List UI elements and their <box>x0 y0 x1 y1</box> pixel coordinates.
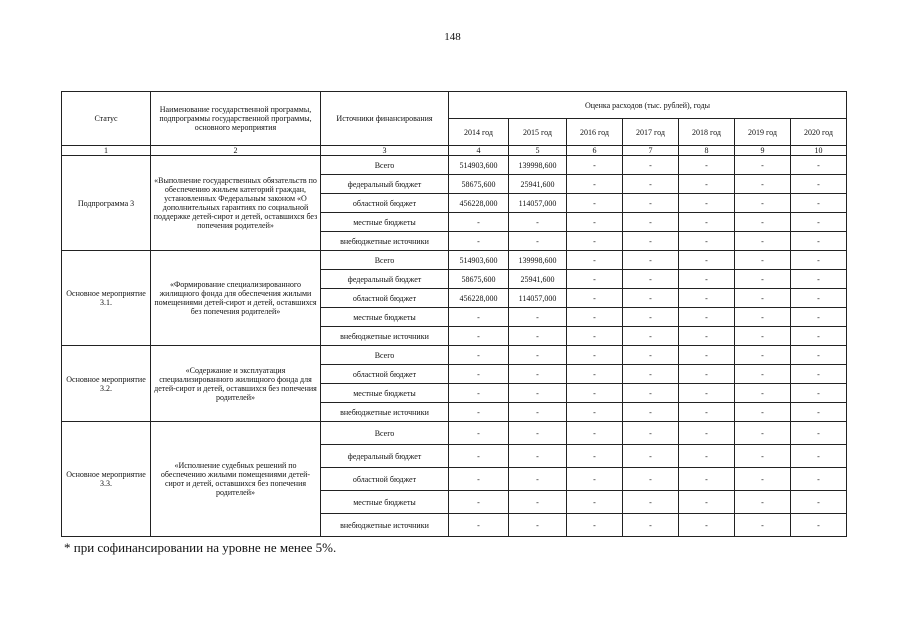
row-value-cell: 456228,000 <box>449 289 509 308</box>
row-funding-source: Всего <box>321 346 449 365</box>
row-value-cell: - <box>567 270 623 289</box>
row-value-cell: - <box>623 289 679 308</box>
row-value-cell: - <box>623 270 679 289</box>
row-program-name: «Формирование специализированного жилищного фонда для обеспечения жилыми помещениями детей-сирот и детей, оставшихся без попечения родителей» <box>151 251 321 346</box>
row-value-cell: - <box>623 308 679 327</box>
row-value-cell: - <box>791 468 847 491</box>
row-value-cell: - <box>449 232 509 251</box>
row-value-cell: - <box>735 514 791 537</box>
row-value-cell: - <box>791 308 847 327</box>
row-value-cell: - <box>735 232 791 251</box>
table-body <box>62 156 847 537</box>
page-number: 148 <box>444 31 461 43</box>
row-value-cell: - <box>679 346 735 365</box>
row-value-cell: - <box>735 403 791 422</box>
column-number: 2 <box>151 146 321 156</box>
row-value-cell: - <box>449 491 509 514</box>
row-value-cell: 58675,600 <box>449 270 509 289</box>
row-value-cell: - <box>623 491 679 514</box>
row-value-cell: - <box>791 289 847 308</box>
row-value-cell: - <box>623 514 679 537</box>
row-value-cell: 139998,600 <box>509 156 567 175</box>
row-value-cell: - <box>791 213 847 232</box>
row-value-cell: - <box>791 346 847 365</box>
row-funding-source: местные бюджеты <box>321 213 449 232</box>
table-row <box>62 156 847 175</box>
row-value-cell: - <box>623 232 679 251</box>
header-year: 2015 год <box>509 119 567 146</box>
row-value-cell: - <box>679 251 735 270</box>
row-value-cell: 114057,000 <box>509 289 567 308</box>
row-value-cell: - <box>791 175 847 194</box>
row-value-cell: - <box>623 156 679 175</box>
column-number: 7 <box>623 146 679 156</box>
row-value-cell: 139998,600 <box>509 251 567 270</box>
row-value-cell: - <box>791 327 847 346</box>
row-value-cell: - <box>623 251 679 270</box>
row-status: Основное мероприятие 3.1. <box>62 251 151 346</box>
row-value-cell: - <box>567 346 623 365</box>
row-funding-source: Всего <box>321 251 449 270</box>
row-value-cell: - <box>735 422 791 445</box>
row-funding-source: внебюджетные источники <box>321 232 449 251</box>
row-value-cell: - <box>623 468 679 491</box>
row-value-cell: - <box>509 468 567 491</box>
row-value-cell: - <box>679 308 735 327</box>
row-value-cell: - <box>735 445 791 468</box>
column-number-row <box>62 146 847 156</box>
row-value-cell: 25941,600 <box>509 175 567 194</box>
row-value-cell: - <box>735 491 791 514</box>
row-value-cell: - <box>679 270 735 289</box>
footnote: * при софинансировании на уровне не менее 5%. <box>64 540 337 555</box>
row-value-cell: - <box>735 175 791 194</box>
row-value-cell: - <box>735 251 791 270</box>
row-value-cell: - <box>679 384 735 403</box>
row-value-cell: - <box>679 156 735 175</box>
row-value-cell: - <box>567 308 623 327</box>
row-value-cell: - <box>567 327 623 346</box>
row-value-cell: - <box>679 194 735 213</box>
column-number: 6 <box>567 146 623 156</box>
row-program-name: «Содержание и эксплуатация специализированного жилищного фонда для детей-сирот и детей, оставшихся без попечения родителей» <box>151 346 321 422</box>
row-value-cell: - <box>623 346 679 365</box>
row-value-cell: - <box>791 384 847 403</box>
row-value-cell: 58675,600 <box>449 175 509 194</box>
row-value-cell: - <box>791 403 847 422</box>
row-funding-source: областной бюджет <box>321 194 449 213</box>
row-funding-source: Всего <box>321 422 449 445</box>
row-value-cell: - <box>679 422 735 445</box>
row-value-cell: - <box>679 289 735 308</box>
row-funding-source: внебюджетные источники <box>321 403 449 422</box>
row-value-cell: - <box>679 327 735 346</box>
row-value-cell: - <box>449 422 509 445</box>
row-value-cell: - <box>567 156 623 175</box>
row-value-cell: - <box>791 365 847 384</box>
header-year: 2018 год <box>679 119 735 146</box>
row-value-cell: - <box>567 194 623 213</box>
row-funding-source: областной бюджет <box>321 468 449 491</box>
row-value-cell: - <box>509 365 567 384</box>
row-value-cell: - <box>791 156 847 175</box>
row-value-cell: - <box>567 365 623 384</box>
table-row <box>62 346 847 365</box>
row-value-cell: - <box>449 468 509 491</box>
row-value-cell: - <box>679 468 735 491</box>
row-value-cell: - <box>735 194 791 213</box>
row-value-cell: - <box>509 491 567 514</box>
row-value-cell: - <box>791 232 847 251</box>
row-value-cell: - <box>567 445 623 468</box>
row-value-cell: - <box>449 365 509 384</box>
row-value-cell: - <box>567 289 623 308</box>
column-number: 3 <box>321 146 449 156</box>
row-value-cell: - <box>791 270 847 289</box>
column-number: 10 <box>791 146 847 156</box>
row-value-cell: - <box>735 213 791 232</box>
row-value-cell: - <box>449 213 509 232</box>
row-value-cell: - <box>567 384 623 403</box>
row-value-cell: - <box>567 422 623 445</box>
row-funding-source: внебюджетные источники <box>321 327 449 346</box>
header-year: 2019 год <box>735 119 791 146</box>
row-value-cell: - <box>449 308 509 327</box>
row-funding-source: федеральный бюджет <box>321 175 449 194</box>
row-value-cell: - <box>509 422 567 445</box>
row-value-cell: - <box>679 232 735 251</box>
row-value-cell: - <box>623 365 679 384</box>
row-value-cell: - <box>735 289 791 308</box>
row-value-cell: - <box>735 270 791 289</box>
row-value-cell: - <box>735 468 791 491</box>
budget-table <box>61 91 847 537</box>
column-number: 4 <box>449 146 509 156</box>
row-funding-source: областной бюджет <box>321 365 449 384</box>
column-number: 9 <box>735 146 791 156</box>
row-value-cell: - <box>567 232 623 251</box>
row-funding-source: федеральный бюджет <box>321 445 449 468</box>
row-value-cell: 114057,000 <box>509 194 567 213</box>
row-value-cell: 25941,600 <box>509 270 567 289</box>
row-program-name: «Исполнение судебных решений по обеспечению жилыми помещениями детей-сирот и детей, оставшихся без попечения родителей» <box>151 422 321 537</box>
row-status: Основное мероприятие 3.3. <box>62 422 151 537</box>
row-value-cell: - <box>679 445 735 468</box>
column-number: 5 <box>509 146 567 156</box>
header-name: Наименование государственной программы, подпрограммы государственной программы, основного мероприятия <box>151 92 321 146</box>
row-value-cell: - <box>623 422 679 445</box>
row-value-cell: - <box>509 514 567 537</box>
row-value-cell: - <box>509 327 567 346</box>
header-status: Статус <box>62 92 151 146</box>
row-value-cell: - <box>509 384 567 403</box>
row-value-cell: - <box>567 514 623 537</box>
row-value-cell: - <box>679 491 735 514</box>
row-funding-source: Всего <box>321 156 449 175</box>
table-row <box>62 422 847 445</box>
row-value-cell: - <box>791 194 847 213</box>
row-value-cell: - <box>791 445 847 468</box>
row-status: Основное мероприятие 3.2. <box>62 346 151 422</box>
row-funding-source: местные бюджеты <box>321 491 449 514</box>
header-year: 2014 год <box>449 119 509 146</box>
row-value-cell: - <box>449 403 509 422</box>
row-value-cell: - <box>449 514 509 537</box>
row-value-cell: - <box>623 384 679 403</box>
row-value-cell: - <box>735 384 791 403</box>
row-value-cell: - <box>567 491 623 514</box>
row-value-cell: - <box>509 445 567 468</box>
header-year: 2020 год <box>791 119 847 146</box>
row-value-cell: - <box>567 468 623 491</box>
row-value-cell: - <box>623 327 679 346</box>
row-value-cell: - <box>623 445 679 468</box>
row-value-cell: - <box>449 445 509 468</box>
row-value-cell: - <box>791 491 847 514</box>
table-row <box>62 251 847 270</box>
row-funding-source: внебюджетные источники <box>321 514 449 537</box>
row-value-cell: - <box>679 403 735 422</box>
row-value-cell: - <box>791 422 847 445</box>
row-value-cell: - <box>623 213 679 232</box>
row-funding-source: местные бюджеты <box>321 308 449 327</box>
header-year: 2016 год <box>567 119 623 146</box>
row-value-cell: - <box>509 403 567 422</box>
header-year: 2017 год <box>623 119 679 146</box>
row-value-cell: - <box>449 327 509 346</box>
row-value-cell: - <box>623 175 679 194</box>
row-value-cell: - <box>791 514 847 537</box>
row-value-cell: - <box>679 175 735 194</box>
row-value-cell: - <box>735 365 791 384</box>
header-source: Источники финансирования <box>321 92 449 146</box>
row-value-cell: - <box>449 384 509 403</box>
row-funding-source: областной бюджет <box>321 289 449 308</box>
column-number: 1 <box>62 146 151 156</box>
row-value-cell: - <box>567 403 623 422</box>
row-value-cell: - <box>735 156 791 175</box>
row-value-cell: 514903,600 <box>449 251 509 270</box>
row-value-cell: 514903,600 <box>449 156 509 175</box>
row-value-cell: - <box>509 346 567 365</box>
row-value-cell: - <box>449 346 509 365</box>
row-value-cell: - <box>509 213 567 232</box>
row-program-name: «Выполнение государственных обязательств по обеспечению жильем категорий граждан, установленных Федеральным законом «О дополнительных гарантиях по социальной поддержке детей-сирот и детей, оставшихся без попечения родителей» <box>151 156 321 251</box>
row-value-cell: - <box>509 308 567 327</box>
row-value-cell: - <box>623 403 679 422</box>
row-value-cell: - <box>735 346 791 365</box>
row-value-cell: 456228,000 <box>449 194 509 213</box>
row-value-cell: - <box>791 251 847 270</box>
row-value-cell: - <box>679 213 735 232</box>
row-value-cell: - <box>623 194 679 213</box>
row-status: Подпрограмма 3 <box>62 156 151 251</box>
row-value-cell: - <box>679 365 735 384</box>
row-value-cell: - <box>567 175 623 194</box>
row-value-cell: - <box>735 327 791 346</box>
row-value-cell: - <box>567 213 623 232</box>
header-estimate: Оценка расходов (тыс. рублей), годы <box>449 92 847 119</box>
column-number: 8 <box>679 146 735 156</box>
row-funding-source: федеральный бюджет <box>321 270 449 289</box>
row-funding-source: местные бюджеты <box>321 384 449 403</box>
row-value-cell: - <box>509 232 567 251</box>
row-value-cell: - <box>567 251 623 270</box>
row-value-cell: - <box>679 514 735 537</box>
row-value-cell: - <box>735 308 791 327</box>
